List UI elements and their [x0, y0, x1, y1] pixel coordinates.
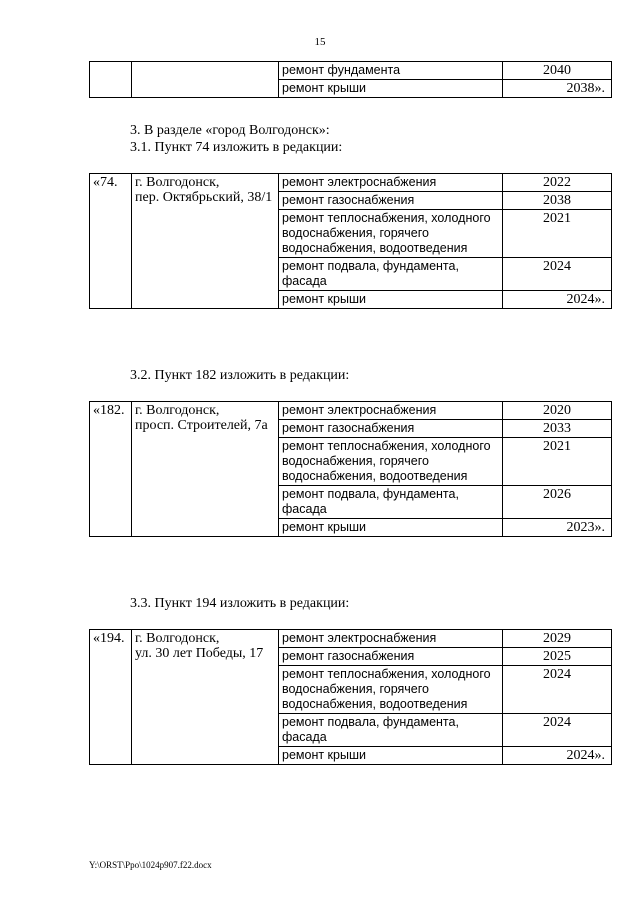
year-cell: 2024 — [503, 258, 612, 291]
address-line-2: пер. Октябрьский, 38/1 — [135, 190, 273, 205]
work-cell: ремонт теплоснабжения, холодного водоснабжения, горячего водоснабжения, водоотведения — [279, 666, 503, 714]
year-cell: 2024 — [503, 666, 612, 714]
year-cell: 2022 — [503, 174, 612, 192]
paragraph-3-1: 3.1. Пункт 74 изложить в редакции: — [130, 140, 343, 155]
year-cell: 2033 — [503, 420, 612, 438]
work-cell: ремонт крыши — [279, 291, 503, 309]
item-number-cell: «182. — [90, 402, 132, 537]
year-cell: 2023». — [503, 519, 612, 537]
work-cell: ремонт газоснабжения — [279, 192, 503, 210]
address-cell — [132, 174, 279, 309]
table-row — [90, 62, 612, 80]
work-cell: ремонт электроснабжения — [279, 402, 503, 420]
work-cell: ремонт подвала, фундамента, фасада — [279, 258, 503, 291]
year-cell: 2038». — [503, 80, 612, 98]
year-cell: 2020 — [503, 402, 612, 420]
work-cell: ремонт теплоснабжения, холодного водоснабжения, горячего водоснабжения, водоотведения — [279, 210, 503, 258]
work-cell: ремонт фундамента — [279, 62, 503, 80]
work-cell: ремонт крыши — [279, 80, 503, 98]
year-cell: 2026 — [503, 486, 612, 519]
item-number-cell: «194. — [90, 630, 132, 765]
table-row — [90, 630, 612, 648]
work-cell: ремонт крыши — [279, 747, 503, 765]
paragraph-3-3: 3.3. Пункт 194 изложить в редакции: — [130, 596, 350, 611]
year-cell: 2021 — [503, 210, 612, 258]
year-cell: 2021 — [503, 438, 612, 486]
year-cell: 2024 — [503, 714, 612, 747]
address-line-2: просп. Строителей, 7а — [135, 418, 268, 433]
table-item-182 — [89, 401, 612, 537]
footer-file-path: Y:\ORST\Ppo\1024p907.f22.docx — [89, 860, 212, 870]
section-heading: 3. В разделе «город Волгодонск»: — [130, 123, 330, 138]
item-number-cell: «74. — [90, 174, 132, 309]
top-table — [89, 61, 612, 98]
table-row — [90, 402, 612, 420]
year-cell: 2024». — [503, 747, 612, 765]
year-cell: 2038 — [503, 192, 612, 210]
address-cell — [132, 62, 279, 98]
address-line-1: г. Волгодонск, — [135, 175, 220, 190]
year-cell: 2025 — [503, 648, 612, 666]
work-cell: ремонт подвала, фундамента, фасада — [279, 714, 503, 747]
work-cell: ремонт крыши — [279, 519, 503, 537]
page-number: 15 — [314, 36, 326, 48]
paragraph-3-2: 3.2. Пункт 182 изложить в редакции: — [130, 368, 350, 383]
work-cell: ремонт подвала, фундамента, фасада — [279, 486, 503, 519]
year-cell: 2040 — [503, 62, 612, 80]
address-line-1: г. Волгодонск, — [135, 403, 220, 418]
work-cell: ремонт электроснабжения — [279, 630, 503, 648]
year-cell: 2029 — [503, 630, 612, 648]
work-cell: ремонт газоснабжения — [279, 648, 503, 666]
item-number-cell — [90, 62, 132, 98]
work-cell: ремонт газоснабжения — [279, 420, 503, 438]
year-cell: 2024». — [503, 291, 612, 309]
address-line-1: г. Волгодонск, — [135, 631, 220, 646]
table-item-194 — [89, 629, 612, 765]
address-cell — [132, 630, 279, 765]
table-row — [90, 174, 612, 192]
table-item-74 — [89, 173, 612, 309]
address-line-2: ул. 30 лет Победы, 17 — [135, 646, 264, 661]
work-cell: ремонт электроснабжения — [279, 174, 503, 192]
work-cell: ремонт теплоснабжения, холодного водоснабжения, горячего водоснабжения, водоотведения — [279, 438, 503, 486]
address-cell — [132, 402, 279, 537]
